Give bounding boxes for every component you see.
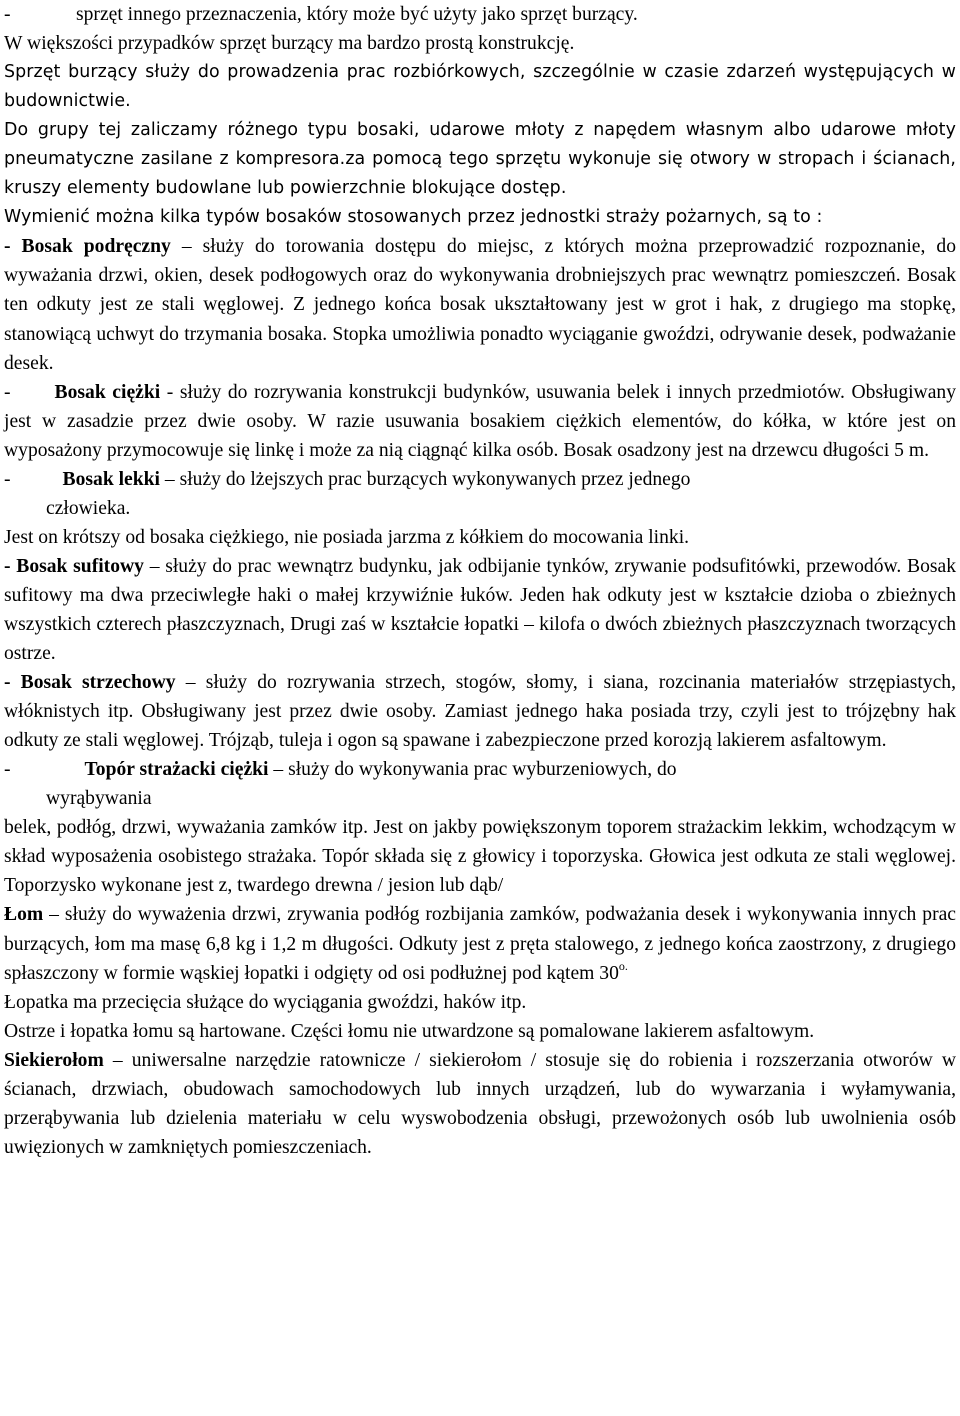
- bosak-lekki-name: Bosak lekki: [62, 468, 160, 490]
- topor-continuation: wyrąbywania: [46, 788, 152, 810]
- bosak-lekki-continuation: człowieka.: [46, 497, 131, 519]
- siekierolom-name: Siekierołom: [4, 1049, 104, 1071]
- group-tools-text: Do grupy tej zaliczamy różnego typu bosaki, udarowe młoty z napędem własnym albo udarowe młoty pneumatyczne zasilane z kompresora.: [4, 120, 956, 170]
- group-tools-usage: za pomocą tego sprzętu wykonuje się otwory w stropach i ścianach, kruszy elementy budowlane lub powierzchnie blokujące dostęp.: [4, 149, 956, 199]
- bosak-sufitowy-text: – służy do prac wewnątrz budynku, jak odbijanie tynków, zrywanie podsufitówki, przewodów. Bosak sufitowy ma dwa przeciwległe haki o małej krzywiźnie łuków. Jeden hak odkuty jest w kształcie dzioba o zbieżnych wszystkich czterech płaszczyznach, Drugi zaś w kształcie łopatki – kilofa o dwóch zbieżnych płaszczyznach tworzących ostrze.: [4, 555, 956, 665]
- bosak-podreczny-name: Bosak podręczny: [21, 236, 171, 258]
- section-lom: [4, 900, 956, 987]
- bosak-podreczny-text: – służy do torowania dostępu do miejsc, z których można przeprowadzić rozpoznanie, do wyważania drzwi, okien, desek podłogowych oraz do wykonywania drobniejszych prac wewnątrz pomieszczeń. Bosak ten odkuty jest ze stali węglowej. Z jednego końca bosak ukształtowany jest w grot i hak, z drugiego ma stopkę, stanowiącą uchwyt do trzymania bosaka. Stopka umożliwia ponadto wyciąganie gwoździ, odrywanie desek, podważanie desek.: [4, 236, 956, 374]
- topor-name: Topór strażacki ciężki: [84, 759, 269, 781]
- bosak-lekki-extra: Jest on krótszy od bosaka ciężkiego, nie posiada jarzma z kółkiem do mocowania linki.: [4, 526, 690, 548]
- topor-extra: belek, podłóg, drzwi, wyważania zamków itp. Jest on jakby powiększonym toporem strażackim lekkim, wchodzącym w skład wyposażenia osobistego strażaka. Topór składa się z głowicy i toporzyska. Głowica jest odkuta ze stali węglowej. Toporzysko wykonane jest z, twardego drewna / jesion lub dąb/: [4, 817, 956, 897]
- list-item-other-equipment: [4, 0, 956, 29]
- document-page: [4, 0, 956, 1162]
- bosak-strzechowy-text: – służy do rozrywania strzech, stogów, słomy, i siana, rozcinania materiałów strzępiastych, włóknistych itp. Obsługiwany jest przez dwie osoby. Zamiast jednego haka posiada trzy, czyli jest to trójzębny hak odkuty ze stali węglowej. Trójząb, tuleja i ogon są spawane i zabezpieczone przed korozją lakierem asfaltowym.: [4, 672, 956, 752]
- lom-degree: o.: [618, 958, 628, 973]
- section-bosak-strzechowy: [4, 668, 956, 755]
- list-item-text: sprzęt innego przeznaczenia, który może być użyty jako sprzęt burzący.: [76, 4, 638, 25]
- paragraph-group-tools: [4, 116, 956, 203]
- bosak-ciezki-text: - służy do rozrywania konstrukcji budynków, usuwania belek i innych przedmiotów. Obsługiwany jest w zasadzie przez dwie osoby. W razie usuwania bosakiem ciężkich elementów, do kółka, w które jest on wyposażony przymocowuje się linkę i może za nią ciągnąć kilka osób. Bosak osadzony jest na drzewcu długości 5 m.: [4, 381, 957, 461]
- section-topor-ciezki: [4, 755, 956, 784]
- bosak-strzechowy-name: - Bosak strzechowy: [4, 672, 176, 694]
- bosak-ciezki-dash: -: [4, 381, 11, 403]
- paragraph-ostrze: Ostrze i łopatka łomu są hartowane. Części łomu nie utwardzone są pomalowane lakierem asfaltowym.: [4, 1020, 815, 1042]
- lom-text: – służy do wyważenia drzwi, zrywania podłóg rozbijania zamków, podważania desek i wykonywania innych prac burzących, łom ma masę 6,8 kg i 1,2 m długości. Odkuty jest z pręta stalowego, z jednego końca zaostrzony, z drugiego spłaszczony w formie wąskiej łopatki i odgięty od osi podłużnej pod kątem 30: [4, 904, 956, 984]
- bosak-lekki-text: – służy do lżejszych prac burzących wykonywanych przez jednego: [160, 468, 691, 490]
- topor-dash: -: [4, 759, 11, 781]
- section-siekierolom: [4, 1046, 956, 1162]
- topor-text: – służy do wykonywania prac wyburzeniowych, do: [268, 759, 677, 781]
- paragraph-simple-construction: W większości przypadków sprzęt burzący ma bardzo prostą konstrukcję.: [4, 33, 575, 55]
- paragraph-demolition-purpose: Sprzęt burzący służy do prowadzenia prac rozbiórkowych, szczególnie w czasie zdarzeń występujących w budownictwie.: [4, 62, 956, 112]
- list-dash: -: [4, 4, 11, 25]
- section-bosak-podreczny: [4, 232, 956, 377]
- section-bosak-lekki: [4, 465, 956, 494]
- section-bosak-sufitowy: [4, 552, 956, 668]
- bosak-ciezki-name: Bosak ciężki: [54, 381, 161, 403]
- bosak-podreczny-dash: -: [4, 236, 22, 258]
- paragraph-hook-types-intro: Wymienić można kilka typów bosaków stosowanych przez jednostki straży pożarnych, są to :: [4, 207, 823, 228]
- paragraph-lopatka: Łopatka ma przecięcia służące do wyciągania gwoździ, haków itp.: [4, 991, 527, 1013]
- lom-name: Łom: [4, 904, 44, 926]
- section-bosak-ciezki: [4, 378, 956, 465]
- bosak-lekki-dash: -: [4, 468, 11, 490]
- siekierolom-text: – uniwersalne narzędzie ratownicze / siekierołom / stosuje się do robienia i rozszerzania otworów w ścianach, drzwiach, obudowach samochodowych lub innych urządzeń, lub do wywarzania i wyłamywania, przerąbywania lub dzielenia materiału w celu wyswobodzenia obsługi, przewożonych osób lub uwolnienia osób uwięzionych w zamkniętych pomieszczeniach.: [4, 1049, 956, 1158]
- bosak-sufitowy-name: - Bosak sufitowy: [4, 555, 144, 577]
